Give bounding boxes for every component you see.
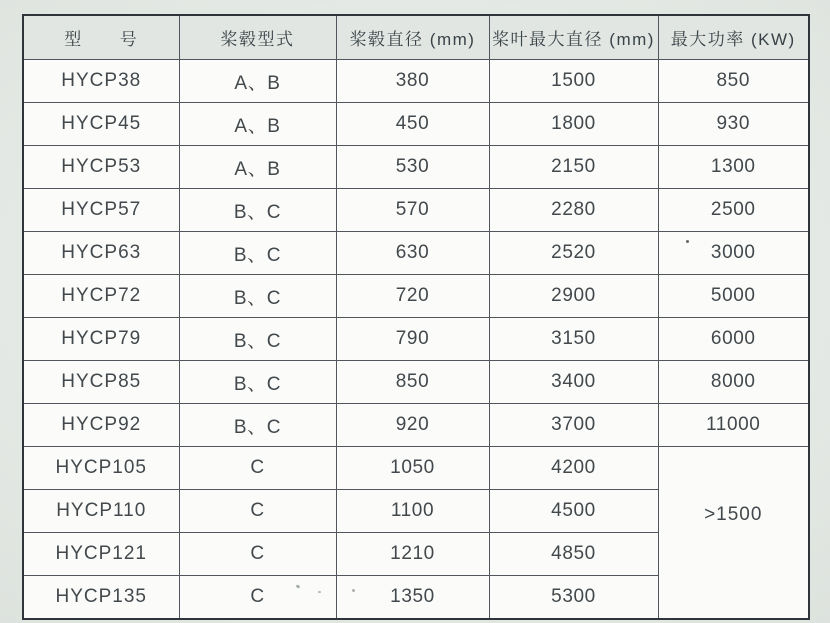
cell-blade-max-diameter: 4850 <box>489 533 658 576</box>
cell-max-power: 1300 <box>658 146 809 189</box>
cell-model: HYCP53 <box>23 146 179 189</box>
cell-model: HYCP38 <box>23 60 179 103</box>
table-row <box>23 404 809 447</box>
table-row <box>23 318 809 361</box>
cell-max-power-merged: >1500 <box>658 447 809 620</box>
cell-blade-max-diameter: 3700 <box>489 404 658 447</box>
cell-hub-diameter: 920 <box>336 404 489 447</box>
cell-blade-max-diameter: 2150 <box>489 146 658 189</box>
table-row <box>23 146 809 189</box>
cell-hub-type: C <box>179 533 336 576</box>
cell-blade-max-diameter: 3150 <box>489 318 658 361</box>
cell-max-power: 3000 <box>658 232 809 275</box>
table-row <box>23 232 809 275</box>
cell-hub-type: C <box>179 447 336 490</box>
cell-max-power: 5000 <box>658 275 809 318</box>
cell-hub-type: B、C <box>179 361 336 404</box>
cell-hub-diameter: 720 <box>336 275 489 318</box>
cell-hub-type: B、C <box>179 404 336 447</box>
cell-hub-diameter: 570 <box>336 189 489 232</box>
cell-hub-type: B、C <box>179 189 336 232</box>
table-row <box>23 275 809 318</box>
cell-model: HYCP45 <box>23 103 179 146</box>
propeller-spec-table <box>22 14 810 620</box>
cell-blade-max-diameter: 2900 <box>489 275 658 318</box>
cell-hub-type: C <box>179 490 336 533</box>
cell-blade-max-diameter: 2280 <box>489 189 658 232</box>
cell-model: HYCP121 <box>23 533 179 576</box>
table-row <box>23 103 809 146</box>
cell-hub-diameter: 1210 <box>336 533 489 576</box>
cell-max-power: 8000 <box>658 361 809 404</box>
cell-hub-diameter: 530 <box>336 146 489 189</box>
cell-hub-diameter: 1350 <box>336 576 489 620</box>
cell-hub-type: B、C <box>179 232 336 275</box>
cell-max-power: 850 <box>658 60 809 103</box>
cell-hub-diameter: 1050 <box>336 447 489 490</box>
cell-blade-max-diameter: 2520 <box>489 232 658 275</box>
cell-hub-type: A、B <box>179 103 336 146</box>
cell-hub-diameter: 450 <box>336 103 489 146</box>
cell-model: HYCP110 <box>23 490 179 533</box>
cell-hub-diameter: 790 <box>336 318 489 361</box>
cell-model: HYCP135 <box>23 576 179 620</box>
cell-model: HYCP57 <box>23 189 179 232</box>
cell-max-power: 2500 <box>658 189 809 232</box>
cell-model: HYCP79 <box>23 318 179 361</box>
cell-max-power: 930 <box>658 103 809 146</box>
col-header-model: 型 号 <box>23 15 179 60</box>
col-header-hub-diameter: 桨毂直径 (mm) <box>336 15 489 60</box>
col-header-blade-max-diameter: 桨叶最大直径 (mm) <box>489 15 658 60</box>
cell-hub-diameter: 630 <box>336 232 489 275</box>
cell-hub-type: B、C <box>179 318 336 361</box>
cell-max-power: 11000 <box>658 404 809 447</box>
cell-hub-diameter: 850 <box>336 361 489 404</box>
cell-model: HYCP85 <box>23 361 179 404</box>
cell-blade-max-diameter: 3400 <box>489 361 658 404</box>
cell-max-power: 6000 <box>658 318 809 361</box>
cell-model: HYCP105 <box>23 447 179 490</box>
cell-model: HYCP92 <box>23 404 179 447</box>
table-header-row <box>23 15 809 60</box>
col-header-hub-type: 桨毂型式 <box>179 15 336 60</box>
cell-model: HYCP63 <box>23 232 179 275</box>
table-row <box>23 60 809 103</box>
cell-model: HYCP72 <box>23 275 179 318</box>
cell-hub-type: A、B <box>179 60 336 103</box>
cell-blade-max-diameter: 4500 <box>489 490 658 533</box>
cell-hub-diameter: 380 <box>336 60 489 103</box>
cell-blade-max-diameter: 1500 <box>489 60 658 103</box>
cell-hub-diameter: 1100 <box>336 490 489 533</box>
table-row <box>23 189 809 232</box>
cell-hub-type: C <box>179 576 336 620</box>
col-header-max-power: 最大功率 (KW) <box>658 15 809 60</box>
table-row <box>23 447 809 490</box>
cell-blade-max-diameter: 1800 <box>489 103 658 146</box>
cell-hub-type: B、C <box>179 275 336 318</box>
cell-hub-type: A、B <box>179 146 336 189</box>
cell-blade-max-diameter: 5300 <box>489 576 658 620</box>
table-row <box>23 361 809 404</box>
cell-blade-max-diameter: 4200 <box>489 447 658 490</box>
